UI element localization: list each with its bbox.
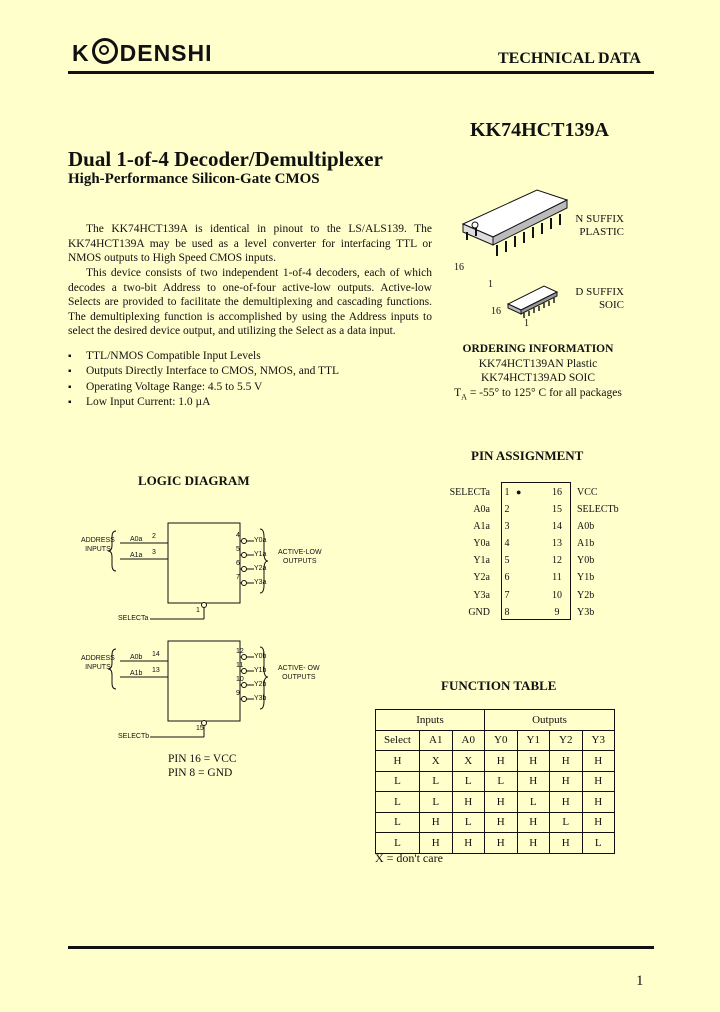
pin-row: Y2a 6 (473, 572, 510, 584)
table-cell: H (485, 812, 518, 833)
ordering-information (448, 342, 628, 405)
table-row (376, 730, 615, 751)
table-cell: H (517, 812, 550, 833)
output-label-y0b: Y0b (254, 653, 267, 660)
table-cell: H (582, 751, 615, 772)
table-row (376, 812, 615, 833)
function-table (375, 709, 615, 854)
logo-text-right: DENSHI (119, 40, 213, 66)
table-cell: H (485, 792, 518, 813)
list-item: ▪ Operating Voltage Range: 4.5 to 5.5 V (68, 380, 438, 395)
table-cell: L (420, 792, 453, 813)
pin-row: 12 Y0b (552, 555, 595, 567)
table-cell: L (452, 771, 485, 792)
pin-row: 14 A0b (552, 521, 595, 533)
pin-number: 6 (236, 560, 240, 567)
output-label-y2a: Y2a (254, 565, 267, 572)
logo-swirl-icon (92, 38, 118, 64)
ordering-heading: ORDERING INFORMATION (462, 343, 614, 355)
pin-number: 10 (236, 676, 244, 683)
ordering-line-soic: KK74HCT139AD SOIC (480, 372, 596, 385)
pin-row: 16 VCC (552, 487, 598, 498)
table-cell: H (517, 771, 550, 792)
output-label-y3a: Y3a (254, 579, 267, 586)
pin-number: 5 (236, 546, 240, 553)
pin-number: 7 (236, 574, 240, 581)
table-cell: H (550, 833, 583, 854)
inputs-group-header: Inputs (376, 710, 485, 731)
part-number: KK74HCT139A (470, 119, 609, 141)
pin-number: 15 (196, 725, 204, 732)
address-inputs-a-label: ADDRESS INPUTS (81, 537, 115, 553)
table-cell: L (376, 771, 420, 792)
logo-text-left: K (72, 40, 90, 66)
temperature-range: $T_A = -55^\circ$ to 125° C for all packages (454, 386, 622, 402)
output-label-y1b: Y1b (254, 667, 267, 674)
table-cell: H (420, 833, 453, 854)
pin-number: 4 (236, 532, 240, 539)
pin-number: 3 (152, 549, 156, 556)
input-label-a0b: A0b (130, 654, 143, 661)
select-a-label: SELECTa (118, 615, 149, 622)
table-row (376, 771, 615, 792)
input-label-a1b: A1b (130, 670, 143, 677)
column-header: Y1 (517, 730, 550, 751)
table-cell: L (376, 833, 420, 854)
column-header: Select (376, 730, 420, 751)
table-cell: X (420, 751, 453, 772)
table-cell: H (485, 751, 518, 772)
pin-number: 9 (236, 690, 240, 697)
pin-row: 13 A1b (552, 538, 595, 550)
pin-row: Y1a 5 (473, 555, 510, 567)
pin-number: 11 (236, 662, 244, 669)
table-cell: H (420, 812, 453, 833)
pin-row: A1a 3 (473, 521, 510, 533)
soic-pin1-label: 1 (524, 318, 529, 329)
input-label-a0a: A0a (130, 536, 143, 543)
technical-data-label: TECHNICAL DATA (498, 50, 641, 67)
pin-number: 13 (152, 667, 160, 674)
column-header: Y2 (550, 730, 583, 751)
table-cell: X (452, 751, 485, 772)
outputs-group-header: Outputs (485, 710, 615, 731)
pin-row: 15 SELECTb (552, 504, 619, 516)
pin-number: 2 (152, 533, 156, 540)
table-cell: L (550, 812, 583, 833)
table-cell: H (550, 751, 583, 772)
output-label-y1a: Y1a (254, 551, 267, 558)
table-cell: H (485, 833, 518, 854)
page-subtitle: High-Performance Silicon-Gate CMOS (68, 171, 320, 187)
page-title: Dual 1-of-4 Decoder/Demultiplexer (68, 147, 383, 171)
column-header: A1 (420, 730, 453, 751)
ordering-line-plastic: KK74HCT139AN Plastic (478, 357, 598, 370)
list-item: ▪ Outputs Directly Interface to CMOS, NMOS, and TTL (68, 364, 438, 379)
pin-row: Y3a 7 (473, 589, 510, 601)
output-label-y3b: Y3b (254, 695, 267, 702)
description-paragraph-2: This device consists of two independent 1-of-4 decoders, each of which decodes a two-bit Address to one-of-four active-low outputs. Active-low Selects are provided to facilitate the demultiplexing and cascading functions. The demultiplexing function is accomplished by using the Address inputs to select the desired device output, and utilizing the Select as a data input. (68, 267, 432, 338)
pin-assignment-right (548, 484, 648, 621)
output-label-y0a: Y0a (254, 537, 267, 544)
n-suffix-label: N SUFFIX PLASTIC (575, 213, 624, 238)
output-label-y2b: Y2b (254, 681, 267, 688)
address-inputs-b-label: ADDRESS INPUTS (81, 655, 115, 671)
table-cell: H (550, 792, 583, 813)
table-cell: H (582, 792, 615, 813)
column-header: Y0 (485, 730, 518, 751)
dip-pin1-label: 1 (488, 279, 493, 290)
pin-number: 12 (236, 648, 244, 655)
pin-assignment-heading: PIN ASSIGNMENT (471, 448, 584, 463)
pin-row: SELECTa 1 ● (400, 484, 540, 501)
table-row (376, 710, 615, 731)
column-header: Y3 (582, 730, 615, 751)
table-cell: H (582, 771, 615, 792)
table-cell: H (550, 771, 583, 792)
feature-list (68, 349, 438, 410)
table-cell: L (517, 792, 550, 813)
table-cell: L (452, 812, 485, 833)
pin-row: GND 8 (468, 606, 510, 618)
dont-care-note: X = don't care (375, 851, 443, 865)
table-cell: H (582, 812, 615, 833)
pin-number: 1 (196, 607, 200, 614)
table-cell: H (452, 833, 485, 854)
table-cell: L (376, 812, 420, 833)
power-pins-note: PIN 16 = VCC PIN 8 = GND (168, 753, 237, 779)
pin-row: Y0a 4 (473, 538, 510, 550)
function-table-heading: FUNCTION TABLE (441, 678, 557, 693)
active-low-a-label: ACTIVE-LOW OUTPUTS (278, 549, 322, 565)
table-cell: L (485, 771, 518, 792)
table-row (376, 792, 615, 813)
dip-pin16-label: 16 (454, 262, 464, 273)
footer-rule (68, 946, 654, 949)
list-item: ▪ Low Input Current: 1.0 µA (68, 395, 438, 410)
pin-row: 11 Y1b (552, 572, 595, 584)
table-cell: H (517, 751, 550, 772)
table-cell: L (420, 771, 453, 792)
page-number: 1 (636, 973, 644, 989)
decoder-a-box (168, 523, 240, 603)
header-rule (68, 71, 654, 74)
pin-assignment-left (400, 484, 540, 621)
active-low-b-label: ACTIVE- OW OUTPUTS (278, 665, 320, 681)
table-row (376, 833, 615, 854)
select-b-label: SELECTb (118, 733, 150, 740)
pin-row: 10 Y2b (552, 589, 595, 601)
table-cell: L (376, 792, 420, 813)
logic-diagram-heading: LOGIC DIAGRAM (138, 473, 250, 488)
pin-row: A0a 2 (473, 504, 510, 516)
description-paragraph-1: The KK74HCT139A is identical in pinout to the LS/ALS139. The KK74HCT139A may be used as a level converter for interfacing TTL or NMOS outputs to High Speed CMOS inputs. (68, 223, 432, 265)
table-cell: H (376, 751, 420, 772)
pin-number: 14 (152, 651, 160, 658)
pin-row: 9 Y3b (554, 606, 595, 618)
kodenshi-logo (72, 38, 213, 67)
d-suffix-label: D SUFFIX SOIC (575, 286, 624, 311)
table-cell: H (517, 833, 550, 854)
list-item: ▪ TTL/NMOS Compatible Input Levels (68, 349, 438, 364)
table-cell: L (582, 833, 615, 854)
soic-pin16-label: 16 (491, 306, 501, 317)
pin1-dot-icon: ● (516, 487, 522, 497)
package-drawings (445, 182, 645, 337)
column-header: A0 (452, 730, 485, 751)
table-row (376, 751, 615, 772)
input-label-a1a: A1a (130, 552, 143, 559)
decoder-b-box (168, 641, 240, 721)
table-cell: H (452, 792, 485, 813)
